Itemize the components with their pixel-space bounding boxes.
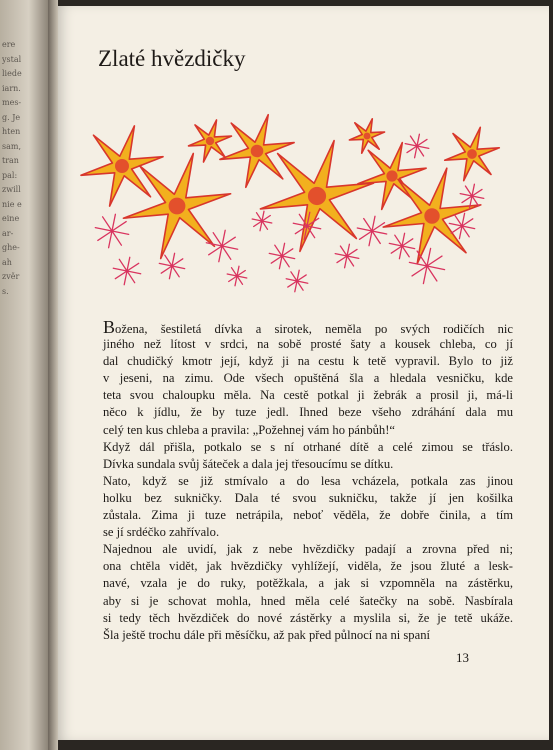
text-line: dal chudičký kmotr její, když ji na cestu k tetě vypravil. Bylo to již: [103, 354, 513, 369]
small-star: [159, 253, 184, 278]
book-page: [58, 6, 549, 740]
small-star: [409, 248, 444, 283]
left-page-text-fragment: pal:: [2, 170, 18, 180]
text-line: jiného než lítost v srdci, na sobě prosté šaty a kousek chleba, co jí: [103, 337, 513, 352]
text-line: navé, vzala je do ruky, potěžkala, a jak si vzpomněla na zástěrku,: [103, 576, 513, 591]
page-number: 13: [456, 650, 469, 665]
left-page-text-fragment: s.: [2, 286, 9, 296]
golden-star: [260, 141, 373, 252]
left-page-text-fragment: ah: [2, 257, 12, 267]
left-page-text-fragment: sam,: [2, 141, 22, 151]
drop-cap: B: [103, 317, 116, 337]
golden-star: [189, 120, 232, 162]
left-page-text-fragment: mes-: [2, 98, 22, 107]
left-page-edge: [0, 0, 48, 750]
text-line: teta svou chaloupku měla. Na cestě potkal ji žebrák a prosil ji, má-li: [103, 388, 513, 403]
small-star: [389, 233, 414, 258]
chapter-title: Zlaté hvězdičky: [98, 46, 246, 71]
small-star: [113, 257, 140, 284]
small-star: [227, 266, 247, 286]
left-page-text-fragment: liede: [2, 69, 22, 78]
text-line: celý ten kus chleba a pravila: „Požehnej vám ho pánbůh!“: [103, 422, 395, 437]
left-page-text-fragment: tran: [2, 156, 19, 165]
text-line: aby si je schovat mohla, hned měla celé šatečky na sobě. Nasbírala: [103, 593, 513, 608]
text-line: [103, 319, 513, 336]
text-line: si tedy těch hvězdiček do nové zástěrky a myslila si, že je tetě ukáže.: [103, 610, 513, 625]
text-line: Nato, když se již stmívalo a do lesa vcházela, potkala zas jinou: [103, 473, 513, 488]
golden-stars-illustration: [72, 106, 512, 306]
story-paragraph: [103, 319, 513, 439]
text-line: Když dál přišla, potkalo se s ní otrhané dítě a celé zimou se třáslo.: [103, 439, 513, 454]
left-page-text-fragment: ghe-: [2, 243, 20, 252]
text-line: se jí srdéčko zahřívalo.: [103, 525, 220, 540]
golden-star: [81, 126, 163, 206]
text-line: Šla ještě trochu dále při měsíčku, až pak před půlnocí na ni spaní: [103, 627, 430, 642]
text-line: Najednou ale uvidí, jak z nebe hvězdičky padají a zrovna před ni;: [103, 542, 513, 557]
left-page-text-fragment: zvěr: [2, 272, 20, 281]
small-star: [206, 230, 237, 261]
story-paragraph: [103, 541, 513, 644]
story-paragraph: [103, 473, 513, 541]
small-star: [357, 216, 386, 245]
left-page-text-fragment: iarn.: [2, 83, 21, 93]
text-line-content: ožena, šestiletá dívka a sirotek, neměla po svých rodičích nic: [115, 322, 513, 336]
text-line: ona chtěla vidět, jak hvězdičky vyhlížejí, viděla, že jsou žluté a lesk-: [103, 559, 513, 574]
story-paragraph: [103, 439, 513, 473]
small-star: [269, 243, 294, 268]
golden-star: [123, 154, 230, 259]
small-star: [252, 211, 272, 231]
small-star: [95, 214, 128, 247]
left-page-text-fragment: ere: [2, 40, 16, 49]
left-page-text-fragment: nie e: [2, 199, 22, 209]
small-star: [405, 134, 429, 158]
left-page-text-fragment: g. Je: [2, 112, 21, 122]
left-page-text-fragment: hten: [2, 127, 21, 136]
text-line: něco k jídlu, že by tuze jedl. Ihned beze všeho zdráhání dala mu: [103, 405, 513, 420]
book-gutter: [48, 0, 58, 750]
left-page-text-fragment: ar-: [2, 228, 14, 238]
story-text: [103, 319, 513, 644]
golden-star: [349, 119, 384, 153]
left-page-text-fragment: eine: [2, 214, 20, 223]
left-page-text-fragment: zwill: [2, 185, 21, 194]
text-line: zůstala. Zima ji tuze netrápila, neboť věděla, že dobře činila, a tím: [103, 508, 513, 523]
left-page-text-fragment: ystal: [2, 54, 22, 64]
small-star: [335, 244, 359, 268]
text-line: v jeseni, na zimu. Ode všech opuštěná šla a hledala vesničku, kde: [103, 371, 513, 386]
small-star: [286, 270, 308, 292]
golden-star: [445, 127, 500, 180]
text-line: holku bez sukničky. Dala té svou sukničku, takže jí jen košilka: [103, 490, 513, 505]
golden-star: [220, 115, 294, 188]
text-line: Dívka sundala svůj šáteček a dala jej třesoucímu se dítku.: [103, 456, 394, 471]
